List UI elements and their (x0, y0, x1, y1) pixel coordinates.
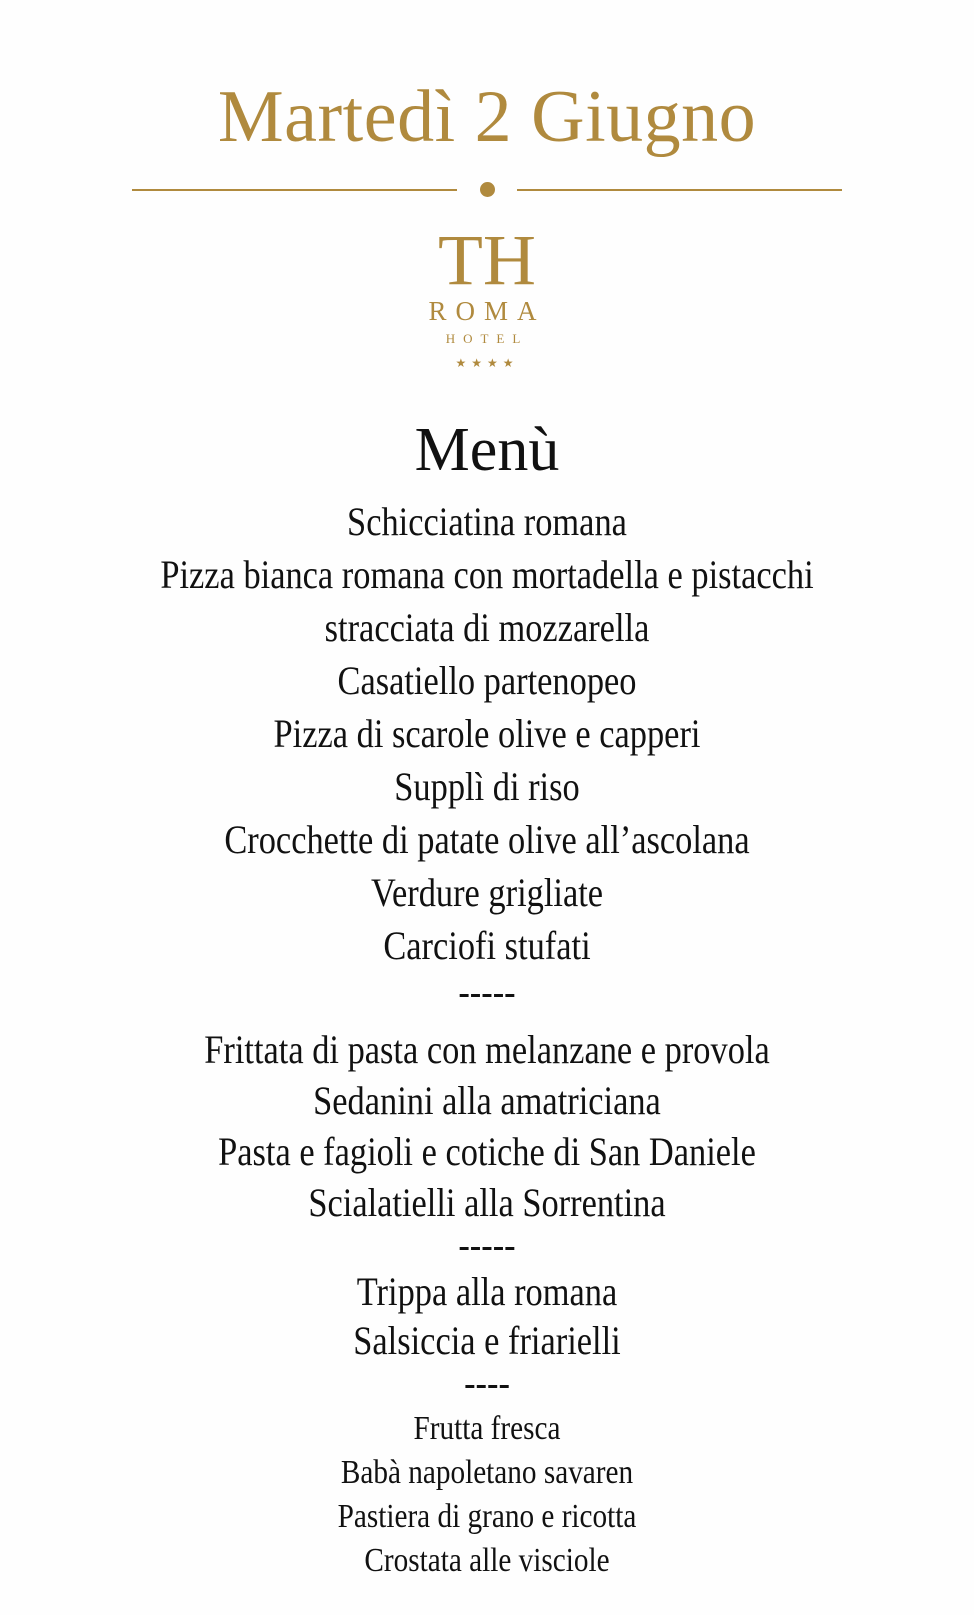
menu-item: Carciofi stufati (383, 923, 591, 968)
logo-name: ROMA (428, 296, 546, 326)
divider-dot (480, 182, 495, 197)
menu-item: Crostata alle visciole (364, 1542, 610, 1579)
logo-monogram: TH (438, 226, 536, 300)
menu-section-primi (0, 1024, 974, 1266)
menu-item: Schicciatina romana (347, 499, 627, 544)
menu-item: stracciata di mozzarella (324, 605, 650, 650)
menu-item: Pastiera di grano e ricotta (337, 1498, 637, 1535)
divider-left-line (132, 189, 457, 191)
menu-item: Verdure grigliate (370, 870, 604, 915)
menu-item: Sedanini alla amatriciana (313, 1078, 661, 1123)
divider-right-line (517, 189, 842, 191)
logo-stars: ★★★★ (455, 356, 519, 370)
menu-item: Supplì di riso (394, 764, 580, 809)
hotel-logo (387, 226, 587, 386)
menu-item: Trippa alla romana (356, 1269, 618, 1314)
menu-section-secondi (0, 1267, 974, 1407)
menu-heading: Menù (414, 416, 560, 484)
menu-item: Frutta fresca (413, 1410, 561, 1447)
menu-item: Pizza di scarole olive e capperi (273, 711, 701, 756)
logo-subtitle: HOTEL (445, 331, 529, 346)
section-separator: ----- (458, 969, 516, 1014)
section-separator: ---- (464, 1360, 510, 1405)
menu-section-antipasti (0, 495, 974, 1023)
menu-item: Frittata di pasta con melanzane e provola (204, 1027, 770, 1072)
date-title: Martedì 2 Giugno (217, 76, 757, 158)
section-separator: ----- (458, 1222, 516, 1267)
menu-item: Pasta e fagioli e cotiche di San Daniele (218, 1129, 756, 1174)
menu-item: Casatiello partenopeo (337, 658, 637, 703)
menu-item: Pizza bianca romana con mortadella e pistacchi (160, 552, 814, 597)
menu-item: Crocchette di patate olive all’ascolana (224, 817, 750, 862)
menu-item: Babà napoletano savaren (340, 1454, 634, 1491)
menu-item: Scialatielli alla Sorrentina (308, 1180, 666, 1225)
menu-item: Salsiccia e friarielli (353, 1318, 621, 1363)
menu-section-dolci (0, 1407, 974, 1583)
